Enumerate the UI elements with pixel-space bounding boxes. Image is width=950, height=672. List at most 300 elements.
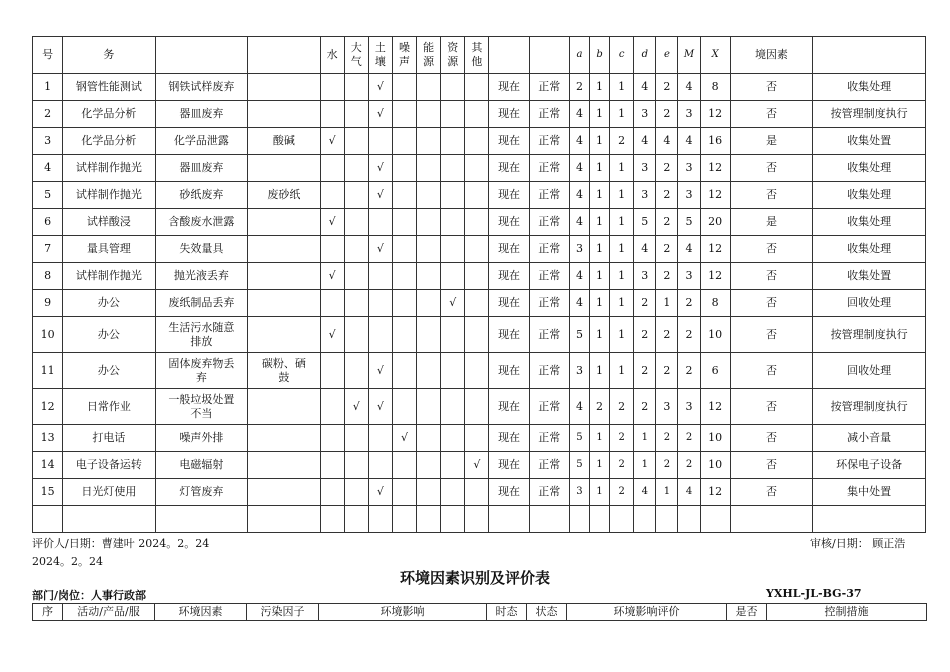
row-score: 5 — [569, 452, 589, 479]
header-media-3: 噪 声 — [392, 37, 416, 74]
row-aspect: 抛光液丢弃 — [155, 263, 248, 290]
row-control: 环保电子设备 — [813, 452, 926, 479]
row-score: 1 — [590, 182, 610, 209]
row-score: 3 — [678, 155, 700, 182]
table-row — [33, 101, 926, 128]
row-score: 4 — [569, 290, 589, 317]
row-media-check — [320, 479, 344, 506]
row-score: 2 — [678, 452, 700, 479]
row-tense: 现在 — [489, 452, 529, 479]
row-score: 4 — [569, 101, 589, 128]
row-score: 12 — [700, 101, 730, 128]
row-media-check — [465, 101, 489, 128]
row-score: 3 — [634, 155, 656, 182]
row-number: 7 — [33, 236, 63, 263]
blank-cell — [610, 506, 634, 533]
header-activity: 务 — [63, 37, 156, 74]
row-score: 12 — [700, 182, 730, 209]
row-factor — [248, 425, 320, 452]
row-media-check — [417, 353, 441, 389]
row-activity: 化学品分析 — [63, 101, 156, 128]
row-score: 2 — [656, 182, 678, 209]
row-media-check — [465, 128, 489, 155]
row-score: 4 — [634, 128, 656, 155]
row-score: 1 — [656, 290, 678, 317]
row-media-check — [441, 317, 465, 353]
row-media-check — [344, 317, 368, 353]
row-media-check — [344, 101, 368, 128]
table-row — [33, 236, 926, 263]
row-activity: 试样酸浸 — [63, 209, 156, 236]
row-score: 3 — [634, 263, 656, 290]
row-media-check — [392, 353, 416, 389]
row-media-check — [320, 101, 344, 128]
row-media-check: √ — [368, 389, 392, 425]
row-media-check — [344, 263, 368, 290]
row-media-check — [441, 479, 465, 506]
row-score: 2 — [610, 425, 634, 452]
next-header-cell: 序 — [33, 604, 63, 621]
header-score-c: c — [610, 37, 634, 74]
row-score: 5 — [569, 317, 589, 353]
row-score: 5 — [678, 209, 700, 236]
row-media-check — [417, 425, 441, 452]
next-header-cell: 污染因子 — [247, 604, 319, 621]
row-factor: 碳粉、硒 鼓 — [248, 353, 320, 389]
row-media-check — [417, 182, 441, 209]
row-score: 12 — [700, 263, 730, 290]
row-aspect: 器皿废弃 — [155, 155, 248, 182]
row-score: 4 — [678, 74, 700, 101]
row-media-check: √ — [392, 425, 416, 452]
row-media-check — [417, 128, 441, 155]
row-score: 1 — [610, 236, 634, 263]
row-score: 2 — [678, 425, 700, 452]
row-score: 1 — [590, 74, 610, 101]
row-score: 3 — [569, 353, 589, 389]
row-media-check — [320, 353, 344, 389]
row-number: 13 — [33, 425, 63, 452]
row-control: 回收处理 — [813, 353, 926, 389]
row-number: 9 — [33, 290, 63, 317]
row-score: 1 — [610, 353, 634, 389]
row-score: 1 — [634, 425, 656, 452]
row-aspect: 固体废弃物丢 弃 — [155, 353, 248, 389]
row-tense: 现在 — [489, 317, 529, 353]
row-score: 1 — [590, 209, 610, 236]
row-media-check — [465, 353, 489, 389]
row-media-check — [392, 479, 416, 506]
header-factor — [248, 37, 320, 74]
blank-cell — [441, 506, 465, 533]
row-control: 回收处理 — [813, 290, 926, 317]
row-media-check — [344, 452, 368, 479]
row-media-check — [441, 425, 465, 452]
row-significant: 否 — [730, 353, 812, 389]
row-control: 收集处置 — [813, 128, 926, 155]
row-aspect: 失效量具 — [155, 236, 248, 263]
row-number: 5 — [33, 182, 63, 209]
row-media-check — [417, 479, 441, 506]
header-score-M: M — [678, 37, 700, 74]
blank-cell — [569, 506, 589, 533]
row-media-check — [441, 389, 465, 425]
row-aspect: 电磁辐射 — [155, 452, 248, 479]
row-aspect: 含酸废水泄露 — [155, 209, 248, 236]
blank-cell — [368, 506, 392, 533]
row-state: 正常 — [529, 182, 569, 209]
row-score: 4 — [569, 128, 589, 155]
row-number: 10 — [33, 317, 63, 353]
row-media-check — [465, 155, 489, 182]
header-score-a: a — [569, 37, 589, 74]
row-score: 3 — [569, 236, 589, 263]
blank-cell — [590, 506, 610, 533]
row-media-check — [417, 263, 441, 290]
page-title: 环境因素识别及评价表 — [399, 569, 550, 587]
blank-cell — [248, 506, 320, 533]
row-score: 1 — [656, 479, 678, 506]
row-score: 1 — [610, 74, 634, 101]
row-score: 2 — [678, 290, 700, 317]
row-factor — [248, 452, 320, 479]
row-aspect: 砂纸废弃 — [155, 182, 248, 209]
row-score: 2 — [610, 389, 634, 425]
blank-cell — [344, 506, 368, 533]
row-score: 2 — [634, 290, 656, 317]
row-score: 12 — [700, 236, 730, 263]
row-score: 2 — [656, 425, 678, 452]
row-score: 4 — [634, 479, 656, 506]
row-media-check — [392, 317, 416, 353]
row-media-check — [320, 389, 344, 425]
row-media-check — [392, 290, 416, 317]
row-factor — [248, 263, 320, 290]
header-tense — [489, 37, 529, 74]
row-factor — [248, 101, 320, 128]
row-activity: 试样制作抛光 — [63, 263, 156, 290]
row-score: 10 — [700, 317, 730, 353]
row-number: 4 — [33, 155, 63, 182]
row-media-check: √ — [368, 155, 392, 182]
row-media-check — [417, 155, 441, 182]
row-score: 4 — [569, 263, 589, 290]
evaluator-date: 2024。2。24 — [32, 555, 103, 568]
row-media-check: √ — [368, 236, 392, 263]
blank-row — [33, 506, 926, 533]
row-significant: 否 — [730, 263, 812, 290]
row-media-check — [368, 425, 392, 452]
header-media-1: 大 气 — [344, 37, 368, 74]
row-tense: 现在 — [489, 353, 529, 389]
row-media-check: √ — [320, 263, 344, 290]
row-significant: 否 — [730, 452, 812, 479]
row-media-check — [417, 209, 441, 236]
header-aspect — [155, 37, 248, 74]
row-activity: 日常作业 — [63, 389, 156, 425]
row-score: 5 — [634, 209, 656, 236]
row-aspect: 生活污水随意 排放 — [155, 317, 248, 353]
blank-cell — [678, 506, 700, 533]
row-score: 4 — [634, 74, 656, 101]
next-header-cell: 控制措施 — [767, 604, 927, 621]
row-media-check: √ — [368, 182, 392, 209]
row-score: 10 — [700, 425, 730, 452]
row-media-check — [465, 209, 489, 236]
row-score: 2 — [656, 353, 678, 389]
table-row — [33, 452, 926, 479]
row-control: 收集处置 — [813, 263, 926, 290]
row-score: 1 — [590, 236, 610, 263]
row-factor — [248, 479, 320, 506]
row-activity: 量具管理 — [63, 236, 156, 263]
blank-cell — [33, 506, 63, 533]
row-factor — [248, 236, 320, 263]
row-media-check — [465, 182, 489, 209]
row-tense: 现在 — [489, 182, 529, 209]
row-control: 收集处理 — [813, 236, 926, 263]
row-media-check — [441, 236, 465, 263]
document-code: YXHL-JL-BG-37 — [766, 587, 862, 600]
row-score: 2 — [610, 479, 634, 506]
row-aspect: 一般垃圾处置 不当 — [155, 389, 248, 425]
row-tense: 现在 — [489, 209, 529, 236]
row-media-check — [392, 101, 416, 128]
row-activity: 日光灯使用 — [63, 479, 156, 506]
row-score: 1 — [590, 452, 610, 479]
row-control: 收集处理 — [813, 155, 926, 182]
row-number: 6 — [33, 209, 63, 236]
row-significant: 否 — [730, 389, 812, 425]
row-media-check — [320, 155, 344, 182]
table-row — [33, 389, 926, 425]
table-row — [33, 128, 926, 155]
row-control: 集中处置 — [813, 479, 926, 506]
row-tense: 现在 — [489, 389, 529, 425]
blank-cell — [634, 506, 656, 533]
row-score: 1 — [590, 425, 610, 452]
row-tense: 现在 — [489, 263, 529, 290]
row-state: 正常 — [529, 452, 569, 479]
row-significant: 否 — [730, 425, 812, 452]
row-state: 正常 — [529, 155, 569, 182]
row-tense: 现在 — [489, 479, 529, 506]
blank-cell — [63, 506, 156, 533]
row-media-check — [392, 236, 416, 263]
header-score-b: b — [590, 37, 610, 74]
row-score: 1 — [590, 290, 610, 317]
row-score: 1 — [610, 263, 634, 290]
next-header-cell: 环境影响 — [319, 604, 487, 621]
row-media-check — [344, 479, 368, 506]
row-score: 6 — [700, 353, 730, 389]
row-significant: 否 — [730, 236, 812, 263]
row-state: 正常 — [529, 317, 569, 353]
row-media-check — [344, 236, 368, 263]
row-media-check — [392, 263, 416, 290]
evaluator-signature: 评价人/日期：曹建叶 2024。2。24 — [32, 537, 210, 550]
row-factor — [248, 317, 320, 353]
row-score: 1 — [634, 452, 656, 479]
row-score: 8 — [700, 74, 730, 101]
row-activity: 办公 — [63, 317, 156, 353]
row-score: 2 — [610, 452, 634, 479]
row-media-check — [441, 182, 465, 209]
header-media-6: 其 他 — [465, 37, 489, 74]
row-media-check — [441, 209, 465, 236]
row-state: 正常 — [529, 74, 569, 101]
row-media-check: √ — [368, 101, 392, 128]
row-significant: 否 — [730, 74, 812, 101]
row-media-check — [465, 263, 489, 290]
row-media-check — [417, 317, 441, 353]
row-tense: 现在 — [489, 155, 529, 182]
row-score: 8 — [700, 290, 730, 317]
next-header-cell: 时态 — [487, 604, 527, 621]
row-media-check — [368, 209, 392, 236]
header-score-X: X — [700, 37, 730, 74]
row-media-check — [368, 452, 392, 479]
blank-cell — [700, 506, 730, 533]
row-score: 2 — [634, 353, 656, 389]
row-control: 收集处理 — [813, 182, 926, 209]
row-score: 1 — [590, 317, 610, 353]
row-score: 1 — [610, 182, 634, 209]
row-media-check — [417, 236, 441, 263]
row-score: 4 — [656, 128, 678, 155]
next-header-cell: 环境影响评价 — [567, 604, 727, 621]
row-tense: 现在 — [489, 425, 529, 452]
row-media-check: √ — [320, 128, 344, 155]
row-score: 16 — [700, 128, 730, 155]
row-media-check — [441, 101, 465, 128]
row-media-check — [417, 101, 441, 128]
row-media-check: √ — [320, 209, 344, 236]
blank-cell — [320, 506, 344, 533]
row-score: 4 — [569, 209, 589, 236]
row-media-check — [392, 209, 416, 236]
row-score: 1 — [610, 209, 634, 236]
blank-cell — [155, 506, 248, 533]
row-score: 5 — [569, 425, 589, 452]
row-score: 1 — [610, 155, 634, 182]
row-factor: 废砂纸 — [248, 182, 320, 209]
header-media-5: 资 源 — [441, 37, 465, 74]
next-page-header-row — [33, 604, 927, 621]
row-number: 14 — [33, 452, 63, 479]
row-media-check — [320, 236, 344, 263]
table-row — [33, 209, 926, 236]
row-media-check: √ — [320, 317, 344, 353]
row-number: 8 — [33, 263, 63, 290]
row-score: 2 — [634, 389, 656, 425]
row-tense: 现在 — [489, 101, 529, 128]
row-media-check — [465, 317, 489, 353]
row-control: 收集处理 — [813, 74, 926, 101]
row-aspect: 废纸制品丢弃 — [155, 290, 248, 317]
header-media-4: 能 源 — [417, 37, 441, 74]
row-media-check — [320, 425, 344, 452]
row-media-check — [417, 452, 441, 479]
table-row — [33, 263, 926, 290]
row-media-check: √ — [368, 479, 392, 506]
row-state: 正常 — [529, 101, 569, 128]
row-tense: 现在 — [489, 290, 529, 317]
row-number: 2 — [33, 101, 63, 128]
row-media-check — [392, 74, 416, 101]
next-header-cell: 状态 — [527, 604, 567, 621]
row-media-check: √ — [344, 389, 368, 425]
row-score: 2 — [656, 452, 678, 479]
row-tense: 现在 — [489, 74, 529, 101]
evaluation-table — [32, 36, 926, 533]
row-score: 2 — [656, 263, 678, 290]
row-score: 20 — [700, 209, 730, 236]
row-aspect: 噪声外排 — [155, 425, 248, 452]
row-media-check — [320, 182, 344, 209]
row-score: 3 — [569, 479, 589, 506]
row-media-check — [392, 128, 416, 155]
row-media-check: √ — [441, 290, 465, 317]
header-state — [529, 37, 569, 74]
row-media-check — [465, 479, 489, 506]
table-row — [33, 155, 926, 182]
header-control — [813, 37, 926, 74]
row-state: 正常 — [529, 263, 569, 290]
row-score: 2 — [656, 236, 678, 263]
row-activity: 化学品分析 — [63, 128, 156, 155]
row-state: 正常 — [529, 209, 569, 236]
row-score: 1 — [590, 155, 610, 182]
row-aspect: 化学品泄露 — [155, 128, 248, 155]
row-media-check: √ — [368, 353, 392, 389]
row-tense: 现在 — [489, 128, 529, 155]
row-aspect: 灯管废弃 — [155, 479, 248, 506]
row-score: 1 — [590, 101, 610, 128]
row-score: 3 — [678, 389, 700, 425]
row-score: 4 — [569, 389, 589, 425]
row-significant: 是 — [730, 209, 812, 236]
row-media-check — [344, 209, 368, 236]
reviewer-signature: 审核/日期： 顾正浩 — [810, 537, 906, 550]
row-score: 10 — [700, 452, 730, 479]
row-media-check — [441, 263, 465, 290]
next-header-cell: 环境因素 — [155, 604, 247, 621]
row-media-check — [368, 128, 392, 155]
row-number: 15 — [33, 479, 63, 506]
row-media-check — [320, 290, 344, 317]
blank-cell — [417, 506, 441, 533]
row-number: 12 — [33, 389, 63, 425]
row-score: 2 — [569, 74, 589, 101]
row-significant: 否 — [730, 182, 812, 209]
row-media-check — [441, 155, 465, 182]
row-state: 正常 — [529, 425, 569, 452]
row-score: 1 — [590, 128, 610, 155]
department-label: 部门/岗位：人事行政部 — [32, 589, 147, 602]
row-media-check — [465, 290, 489, 317]
row-significant: 否 — [730, 290, 812, 317]
row-state: 正常 — [529, 389, 569, 425]
row-score: 3 — [678, 263, 700, 290]
row-score: 2 — [656, 155, 678, 182]
row-score: 2 — [610, 128, 634, 155]
row-score: 3 — [678, 182, 700, 209]
row-factor: 酸碱 — [248, 128, 320, 155]
row-media-check — [441, 128, 465, 155]
table-row — [33, 182, 926, 209]
row-media-check — [320, 74, 344, 101]
